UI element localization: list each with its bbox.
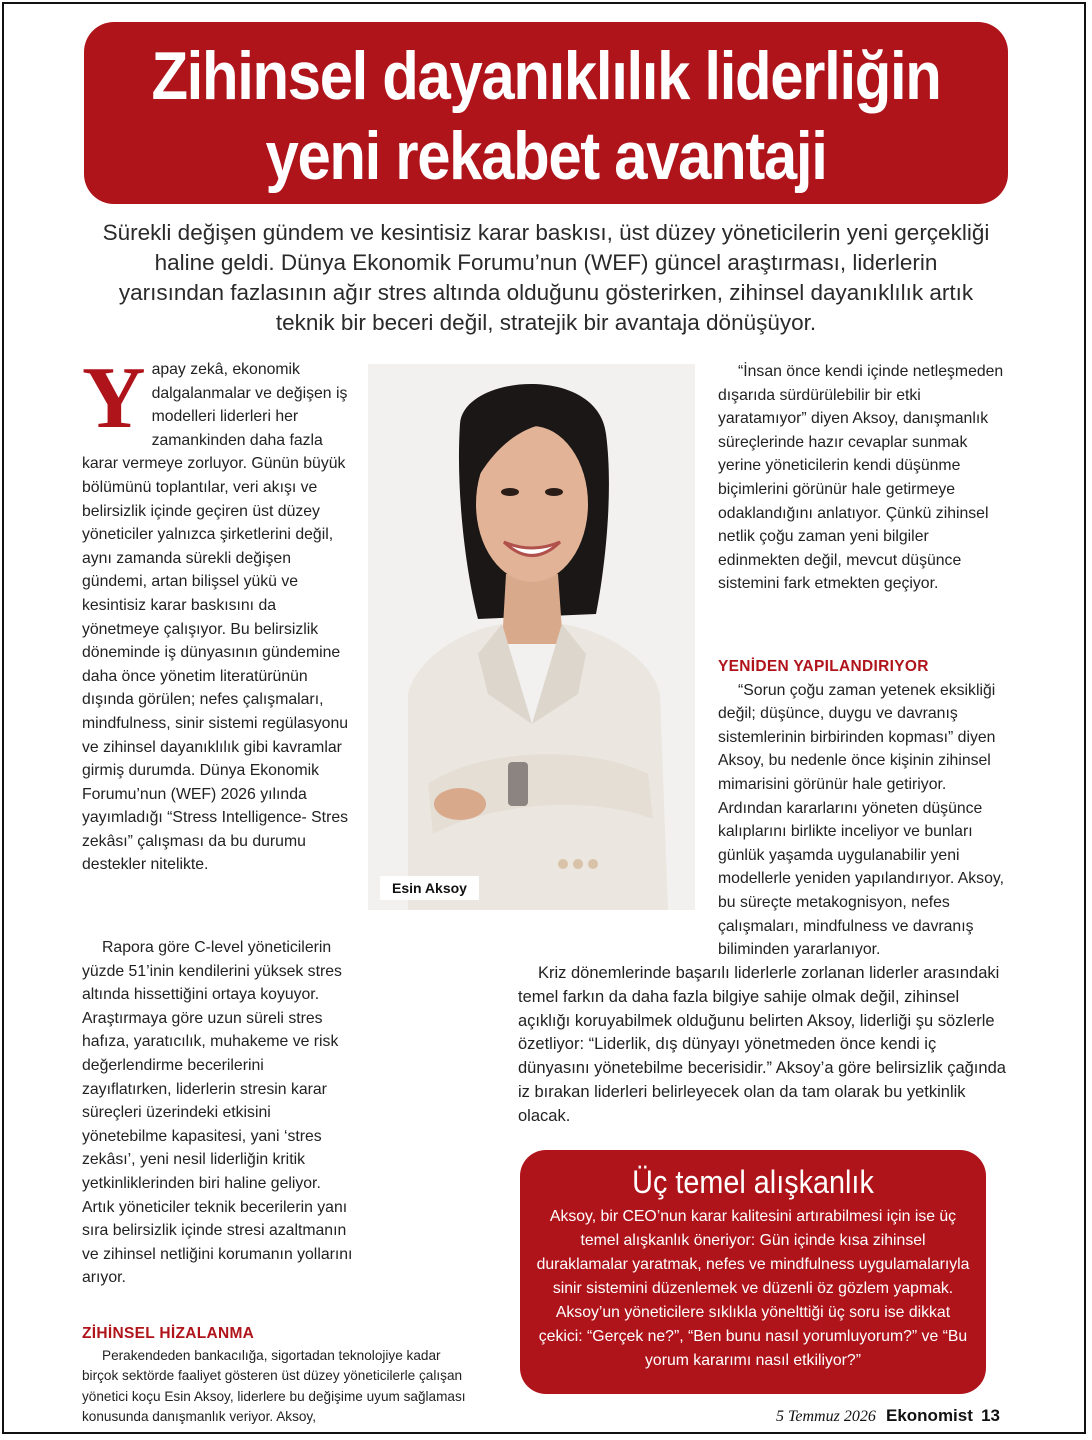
issue-date: 5 Temmuz 2026 xyxy=(775,1408,876,1425)
standfirst: Sürekli değişen gündem ve kesintisiz karar baskısı, üst düzey yöneticilerin yeni gerçekliği haline geldi. Dünya Ekonomik Forumu’nun (WEF) güncel araştırması, liderlerin yarısından fazlasının ağır stres altında olduğunu gösterirken, zihinsel dayanıklılık artık teknik bir beceri değil, stratejik bir avantaja dönüşüyor. xyxy=(102,220,990,335)
column-1-intro xyxy=(82,350,350,877)
column-1-report xyxy=(82,936,356,1290)
paragraph-report: Rapora göre C-level yöneticilerin yüzde 51’inin kendilerini yüksek stres altında hissettiğini ortaya koyuyor. Araştırmaya göre uzun süreli stres hafıza, yaratıcılık, muhakeme ve risk değerlendirme becerilerini zayıflatırken, liderlerin stresin karar süreçleri üzerindeki etkisini yönetebilme kapasitesi, yani ‘stres zekâsı’, yeni nesil liderliğin kritik yetkinliklerinden biri haline geliyor. Artık yöneticiler teknik becerilerin yanı sıra belirsizlik içinde stresi azaltmanın ve zihinsel netliğini korumanın yollarını arıyor. xyxy=(82,939,353,1287)
paragraph-quote: “İnsan önce kendi içinde netleşmeden dışarıda sürdürülebilir bir etki yaratamıyor” diyen Aksoy, danışmanlık süreçlerinde hazır cevaplar sunmak yerine yöneticilerin kendi düşünme biçimlerini görünür hale getirmeye odaklandığını anlatıyor. Çünkü zihinsel netlik çoğu zaman yeni bilgiler edinmekten değil, mevcut düşünce sistemini fark etmekten geçiyor. xyxy=(718,363,1004,593)
paragraph-intro: apay zekâ, ekonomik dalgalanmalar ve değişen iş modelleri liderleri her zamankinden daha fazla karar vermeye zorluyor. Günün büyük bölümünü toplantılar, veri akışı ve belirsizlik içinde geçiren üst düzey yöneticiler yalnızca şirketlerini değil, aynı zamanda sürekli değişen gündemi, artan bilişsel yükü ve kesintisiz karar baskısını da yönetmeye çalışıyor. Bu belirsizlik döneminde iş dünyasının gündemine daha önce yönetim literatürünün dışında görülen; nefes çalışmaları, mindfulness, sinir sistemi regülasyonu ve zihinsel dayanıklılık gibi kavramlar girmiş durumda. Dünya Ekonomik Forumu’nun (WEF) 2026 yılında yayımladığı “Stress Intelligence- Stres zekâsı” çalışması da bu durumu destekler nitelikte. xyxy=(82,361,349,874)
paragraph-coach: Perakendeden bankacılığa, sigortadan teknolojiye kadar birçok sektörde faaliyet gösteren üst düzey yöneticilerle çalışan yönetici koçu Esin Aksoy, liderlere bu değişime uyum sağlaması konusunda danışmanlık veriyor. Aksoy, xyxy=(82,1347,466,1425)
headline-line-2: yeni rekabet avantaji xyxy=(265,118,827,194)
paragraph-conclusion: Kriz dönemlerinde başarılı liderlerle zorlanan liderler arasındaki temel farkın da daha fazla bilgiye sahije olmak değil, zihinsel açıklığı koruyabilmek olduğunu belirten Aksoy, liderliği şu sözlerle özetliyor: “Liderlik, dış dünyayı yönetmeden önce kendi iç dünyasını yönetebilme becerisidir.” Aksoy’a göre belirsizlik çağında iz bırakan liderleri belirleyecek olan da tam olarak bu yetkinlik olacak. xyxy=(518,964,1006,1125)
column-1-section xyxy=(82,1322,474,1428)
sidebar-box xyxy=(520,1150,986,1394)
magazine-name: Ekonomist xyxy=(886,1406,973,1425)
headline-line-1: Zihinsel dayanıklılık liderliğin xyxy=(151,38,941,114)
portrait-illustration xyxy=(368,364,695,910)
page-number: 13 xyxy=(981,1406,1000,1425)
sidebar-title: Üç temel alışkanlık xyxy=(632,1164,874,1200)
column-3-quote xyxy=(718,360,1010,596)
column-conclusion xyxy=(518,962,1006,1129)
subhead-zihinsel-hizalanma: ZİHİNSEL HİZALANMA xyxy=(82,1325,255,1342)
drop-cap: Y xyxy=(82,350,146,447)
headline xyxy=(139,22,952,196)
portrait-photo xyxy=(368,364,695,910)
page-footer xyxy=(776,1406,1000,1426)
headline-banner xyxy=(84,22,1008,204)
column-3-section xyxy=(718,655,1010,962)
photo-caption: Esin Aksoy xyxy=(380,876,479,900)
subhead-yeniden-yapilandiriyor: YENİDEN YAPILANDIRIYOR xyxy=(718,658,929,675)
paragraph-restructure: “Sorun çoğu zaman yetenek eksikliği değil; düşünce, duygu ve davranış sistemlerinin birbirinden kopması” diyen Aksoy, bu nedenle önce kişinin zihinsel mimarisini görünür hale getiriyor. Ardından kararlarını yöneten düşünce kalıplarını birlikte inceliyor ve bunları günlük yaşamda uygulanabilir yeni modellerle yeniden yapılandırıyor. Aksoy, bu süreçte metakognisyon, nefes çalışmaları, mindfulness ve davranış biliminden yararlanıyor. xyxy=(718,681,1004,959)
sidebar-body: Aksoy, bir CEO’nun karar kalitesini artırabilmesi için ise üç temel alışkanlık öneriyor: Gün içinde kısa zihinsel duraklamalar yaratmak, nefes ve mindfulness uygulamalarıyla sinir sistemini düzenlemek ve düzenli öz gözlem yapmak. Aksoy’un yöneticilere sıklıkla yönelttiği üç soru ise dikkat çekici: “Gerçek ne?”, “Ben bunu nasıl yorumluyorum?” ve “Bu yorum kararımı nasıl etkiliyor?” xyxy=(536,1208,970,1369)
